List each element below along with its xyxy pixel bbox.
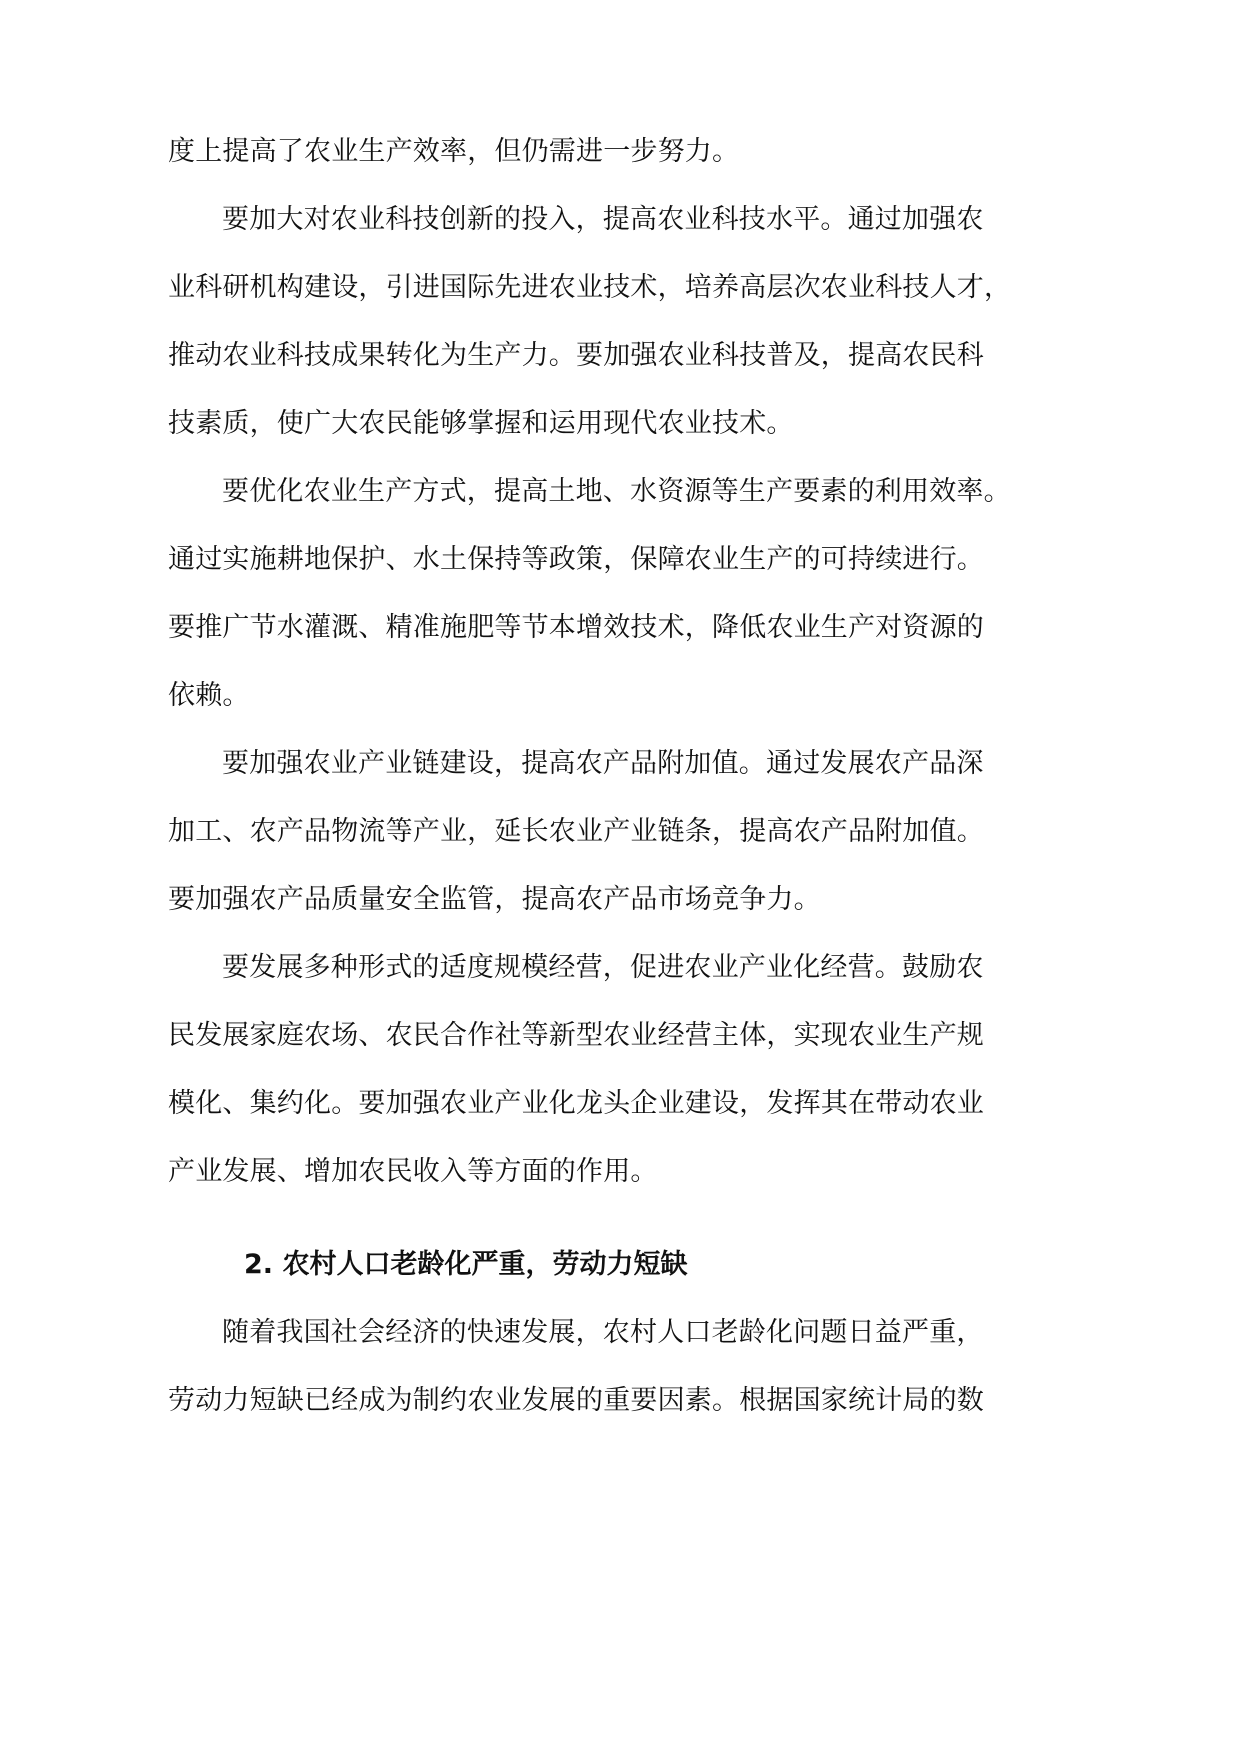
- body-text-line: 要加强农产品质量安全监管，提高农产品市场竞争力。: [168, 884, 821, 915]
- body-text-line: 劳动力短缺已经成为制约农业发展的重要因素。根据国家统计局的数: [168, 1385, 984, 1416]
- section-heading: 2. 农村人口老龄化严重，劳动力短缺: [244, 1249, 688, 1280]
- paragraph-first-line: 要加大对农业科技创新的投入，提高农业科技水平。通过加强农: [222, 204, 984, 235]
- paragraph-first-line: 随着我国社会经济的快速发展，农村人口老龄化问题日益严重，: [222, 1317, 984, 1348]
- body-text-line: 推动农业科技成果转化为生产力。要加强农业科技普及，提高农民科: [168, 340, 984, 371]
- paragraph-first-line: 要优化农业生产方式，提高土地、水资源等生产要素的利用效率。: [222, 476, 1011, 507]
- body-text-line: 技素质，使广大农民能够掌握和运用现代农业技术。: [168, 408, 794, 439]
- body-text-line: 业科研机构建设，引进国际先进农业技术，培养高层次农业科技人才，: [168, 272, 1012, 303]
- body-text-line: 度上提高了农业生产效率，但仍需进一步努力。: [168, 136, 740, 167]
- paragraph-first-line: 要加强农业产业链建设，提高农产品附加值。通过发展农产品深: [222, 748, 984, 779]
- body-text-line: 模化、集约化。要加强农业产业化龙头企业建设，发挥其在带动农业: [168, 1088, 984, 1119]
- body-text-line: 加工、农产品物流等产业，延长农业产业链条，提高农产品附加值。: [168, 816, 984, 847]
- body-text-line: 民发展家庭农场、农民合作社等新型农业经营主体，实现农业生产规: [168, 1020, 984, 1051]
- body-text-line: 产业发展、增加农民收入等方面的作用。: [168, 1156, 658, 1187]
- paragraph-first-line: 要发展多种形式的适度规模经营，促进农业产业化经营。鼓励农: [222, 952, 984, 983]
- body-text-line: 通过实施耕地保护、水土保持等政策，保障农业生产的可持续进行。: [168, 544, 984, 575]
- body-text-line: 要推广节水灌溉、精准施肥等节本增效技术，降低农业生产对资源的: [168, 612, 984, 643]
- body-text-line: 依赖。: [168, 680, 250, 711]
